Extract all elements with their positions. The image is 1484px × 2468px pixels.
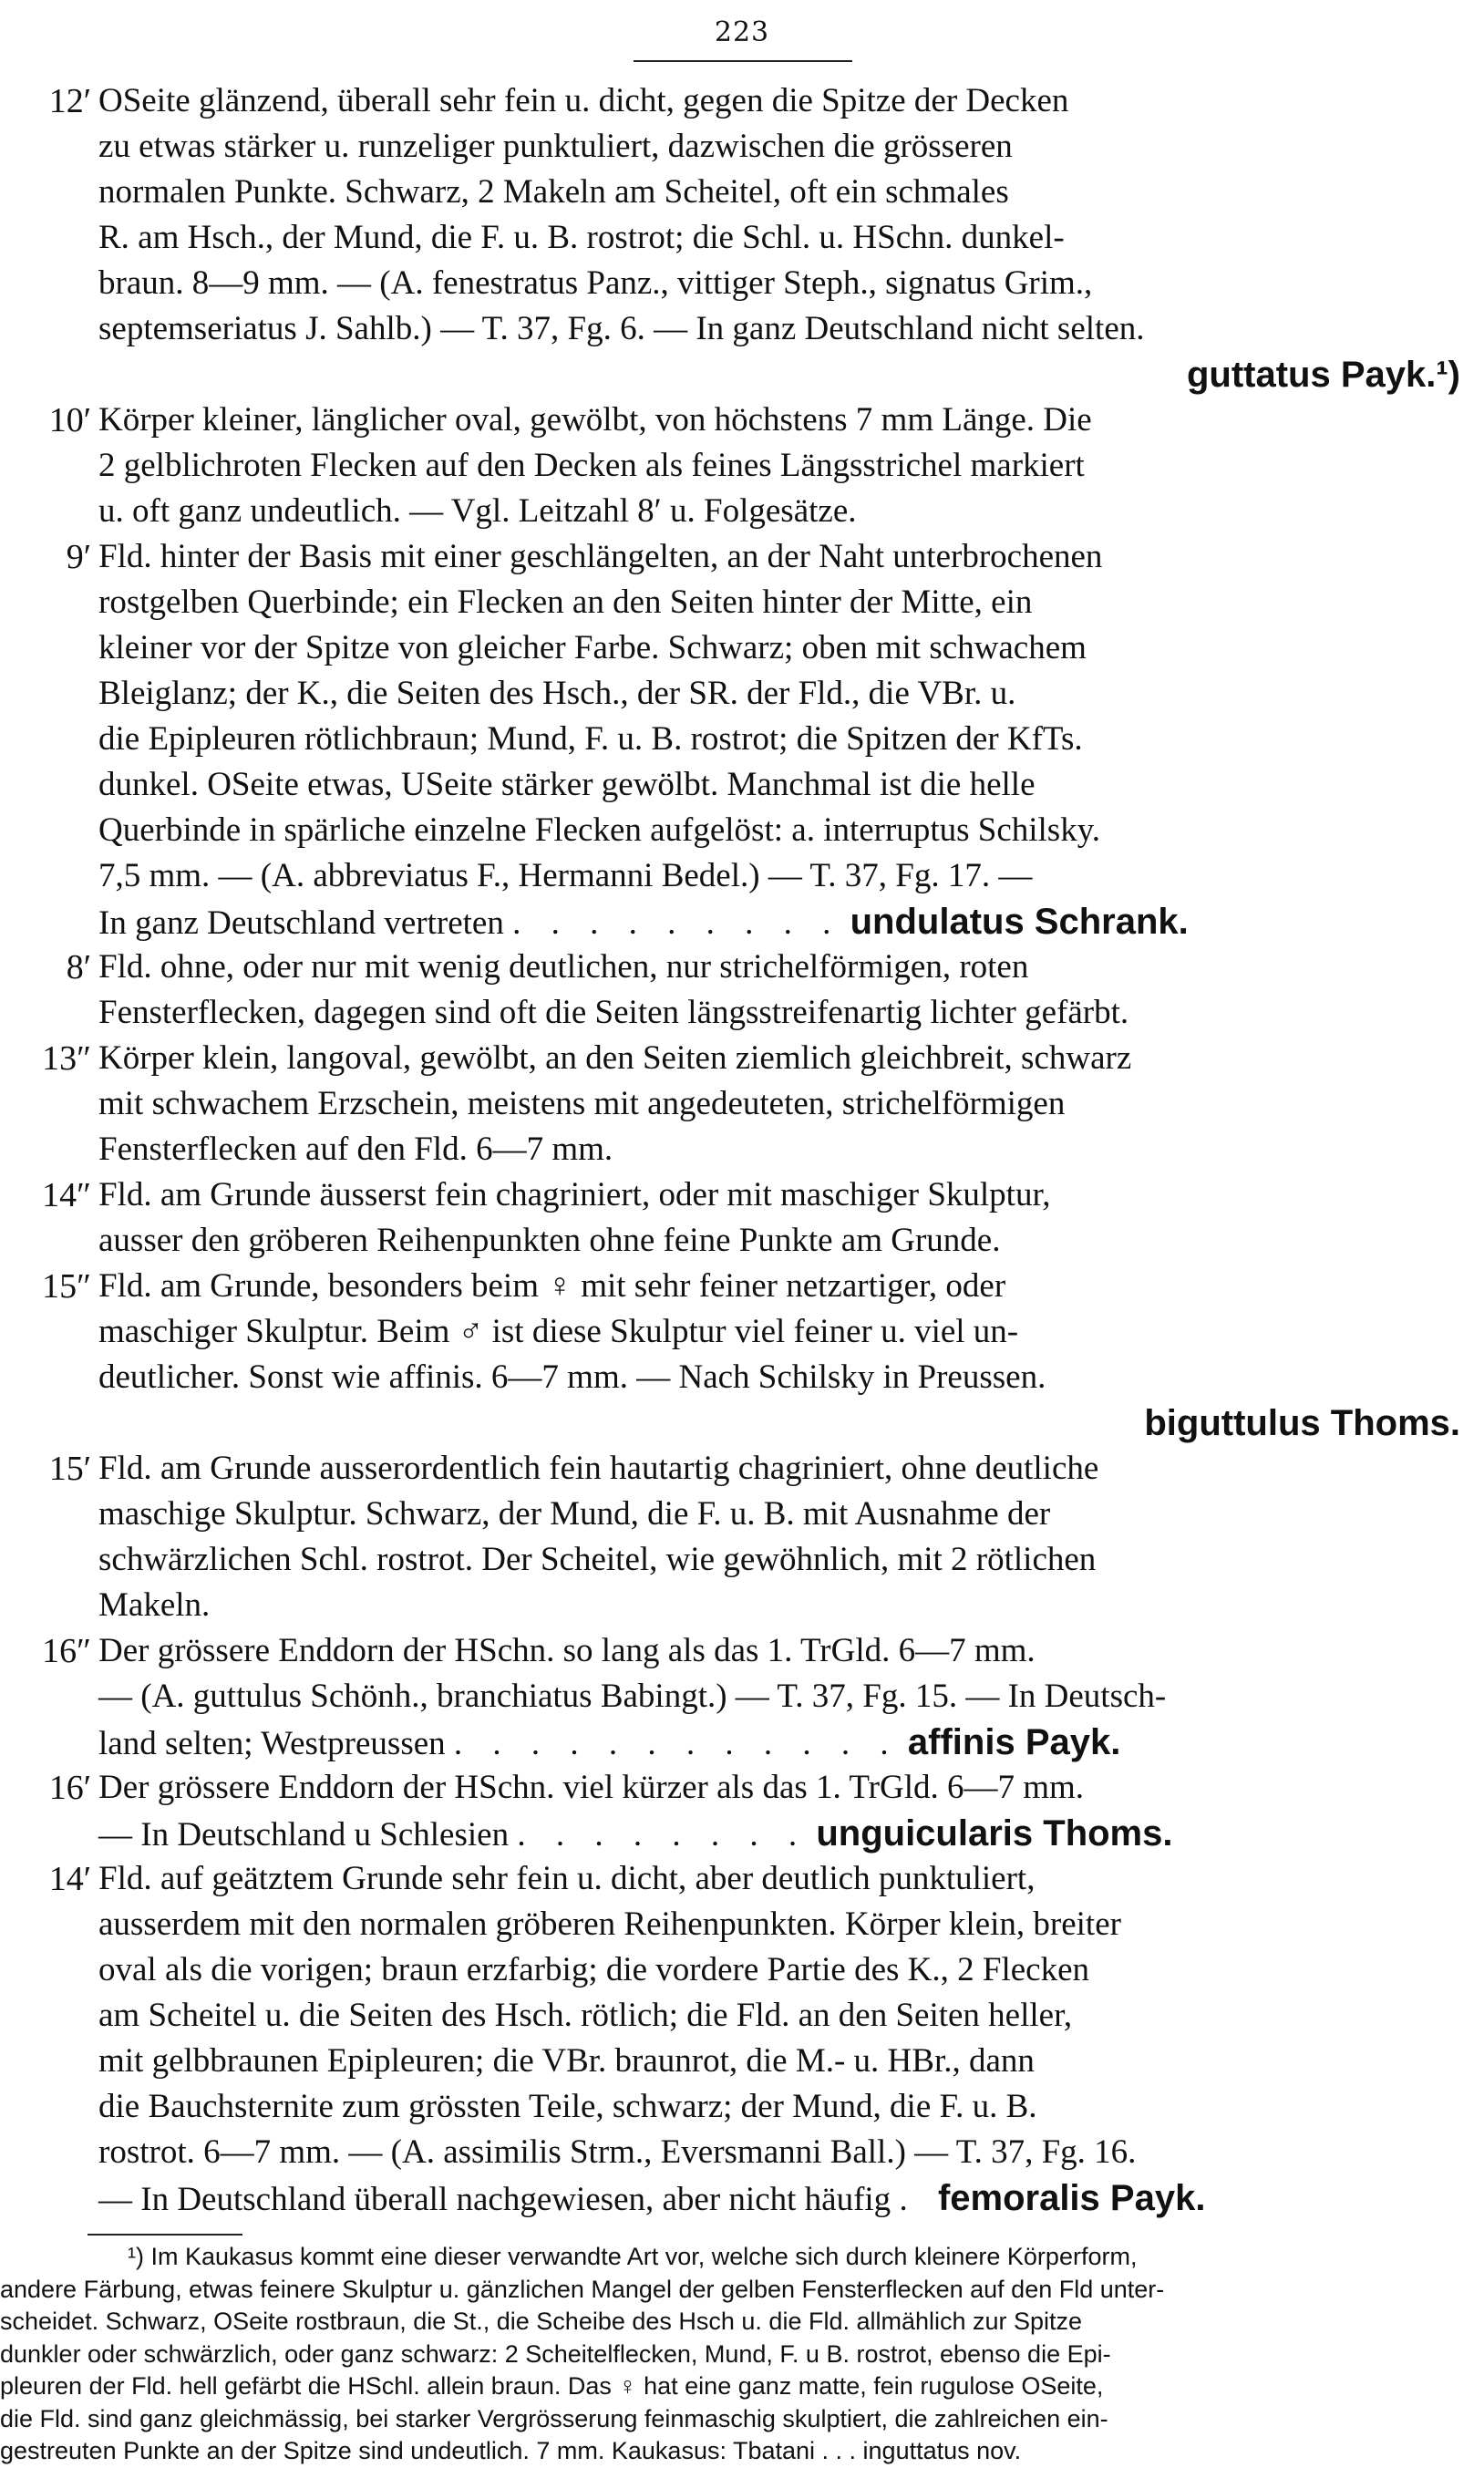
text-line: Fld. ohne, oder nur mit wenig deutlichen, nur strichelförmigen, roten — [98, 948, 1029, 986]
species-name: unguicularis Thoms. — [816, 1813, 1173, 1854]
header-rule — [634, 60, 852, 62]
text-line: normalen Punkte. Schwarz, 2 Makeln am Scheitel, oft ein schmales — [98, 173, 1009, 211]
entry-number: 8′ — [66, 948, 91, 986]
text-line: u. oft ganz undeutlich. — Vgl. Leitzahl 8′ u. Folgesätze. — [98, 492, 857, 530]
text-line: Querbinde in spärliche einzelne Flecken aufgelöst: a. interruptus Schilsky. — [98, 811, 1101, 849]
leader-dots: . . . . . . . . . — [512, 904, 842, 942]
species-line — [98, 1719, 1460, 1767]
text-line: zu etwas stärker u. runzeliger punktuliert, dazwischen die grösseren — [98, 128, 1013, 165]
leader-dots: . . . . . . . . . . . . — [453, 1725, 900, 1762]
text-line: mit schwachem Erzschein, meistens mit angedeuteten, strichelförmigen — [98, 1085, 1066, 1122]
entry-number: 16′ — [48, 1769, 91, 1807]
text-line: ausser den gröberen Reihenpunkten ohne feine Punkte am Grunde. — [98, 1222, 1001, 1259]
text-line: Fld. auf geätztem Grunde sehr fein u. dicht, aber deutlich punktuliert, — [98, 1860, 1036, 1897]
entry-number: 9′ — [66, 538, 91, 576]
locality-text: — In Deutschland überall nachgewiesen, aber nicht häufig — [98, 2181, 900, 2218]
footnote-line: ¹) Im Kaukasus kommt eine dieser verwandte Art vor, welche sich durch kleinere Körperform, — [128, 2243, 1138, 2270]
text-line: Fld. am Grunde ausserordentlich fein hautartig chagriniert, ohne deutliche — [98, 1450, 1099, 1487]
species-name: undulatus Schrank. — [850, 902, 1189, 942]
species-name: affinis Payk. — [907, 1722, 1121, 1762]
page-number: 223 — [714, 16, 770, 48]
text-line: 7,5 mm. — (A. abbreviatus F., Hermanni Bedel.) — T. 37, Fg. 17. — — [98, 857, 1033, 894]
entry-number: 16″ — [42, 1632, 91, 1670]
locality-text: In ganz Deutschland vertreten — [98, 904, 504, 942]
text-line: maschige Skulptur. Schwarz, der Mund, die F. u. B. mit Ausnahme der — [98, 1495, 1051, 1533]
entry-number: 15″ — [42, 1267, 91, 1306]
entry-text — [98, 1765, 1460, 1858]
text-line: maschiger Skulptur. Beim ♂ ist diese Skulptur viel feiner u. viel un- — [98, 1313, 1019, 1350]
leader-dots: . — [899, 2181, 938, 2218]
entry-text — [98, 1446, 1460, 1628]
species-line — [98, 352, 1460, 399]
footnote-line: dunkler oder schwärzlich, oder ganz schwarz: 2 Scheitelflecken, Mund, F. u B. rostrot, ebenso die Epi- — [0, 2339, 1111, 2368]
text-line: Fld. hinter der Basis mit einer geschlängelten, an der Naht unterbrochenen — [98, 538, 1103, 575]
text-line: ausserdem mit den normalen gröberen Reihenpunkten. Körper klein, breiter — [98, 1905, 1121, 1943]
footnote-line: scheidet. Schwarz, OSeite rostbraun, die St., die Scheibe des Hsch u. die Fld. allmählich zur Spitze — [0, 2308, 1083, 2335]
footnote-rule — [88, 2234, 242, 2236]
text-line: am Scheitel u. die Seiten des Hsch. rötlich; die Fld. an den Seiten heller, — [98, 1997, 1073, 2034]
entry-number: 12′ — [48, 82, 91, 120]
leader-dots: . . . . . . . . — [517, 1816, 809, 1854]
text-line: Der grössere Enddorn der HSchn. so lang als das 1. TrGld. 6—7 mm. — [98, 1632, 1036, 1669]
footnote-line: andere Färbung, etwas feinere Skulptur u. gänzlichen Mangel der gelben Fensterflecken auf den Fld unter- — [0, 2275, 1165, 2303]
entry-text — [98, 1856, 1460, 2223]
entry-text — [98, 78, 1460, 399]
text-line: rostrot. 6—7 mm. — (A. assimilis Strm., Eversmanni Ball.) — T. 37, Fg. 16. — [98, 2133, 1137, 2171]
text-line: Bleiglanz; der K., die Seiten des Hsch., der SR. der Fld., die VBr. u. — [98, 675, 1016, 712]
text-line: dunkel. OSeite etwas, USeite stärker gewölbt. Manchmal ist die helle — [98, 766, 1036, 803]
text-line: braun. 8—9 mm. — (A. fenestratus Panz., vittiger Steph., signatus Grim., — [98, 264, 1093, 302]
species-line — [98, 1811, 1460, 1858]
entry-text — [98, 1172, 1460, 1264]
entry-number: 15′ — [48, 1450, 91, 1488]
text-line: Fensterflecken auf den Fld. 6—7 mm. — [98, 1131, 613, 1168]
species-name: guttatus Payk.¹) — [1186, 355, 1460, 395]
footnote-line: gestreuten Punkte an der Spitze sind undeutlich. 7 mm. Kaukasus: Tbatani . . . inguttatus nov. — [0, 2437, 1022, 2464]
text-line: kleiner vor der Spitze von gleicher Farbe. Schwarz; oben mit schwachem — [98, 629, 1087, 666]
species-line — [98, 1400, 1460, 1448]
entry-text — [98, 398, 1460, 534]
entry-text — [98, 1036, 1460, 1172]
text-line: — (A. guttulus Schönh., branchiatus Babingt.) — T. 37, Fg. 15. — In Deutsch- — [98, 1678, 1167, 1715]
text-line: deutlicher. Sonst wie affinis. 6—7 mm. — Nach Schilsky in Preussen. — [98, 1358, 1046, 1396]
text-line: Der grössere Enddorn der HSchn. viel kürzer als das 1. TrGld. 6—7 mm. — [98, 1769, 1085, 1806]
species-line — [98, 899, 1460, 946]
text-line: Körper kleiner, länglicher oval, gewölbt, von höchstens 7 mm Länge. Die — [98, 401, 1092, 439]
entry-number: 13″ — [42, 1039, 91, 1078]
footnote-line: pleuren der Fld. hell gefärbt die HSchl. allein braun. Das ♀ hat eine ganz matte, fein rugulose OSeite, — [0, 2372, 1104, 2400]
text-line: mit gelbbraunen Epipleuren; die VBr. braunrot, die M.- u. HBr., dann — [98, 2042, 1035, 2080]
footnote — [0, 2241, 1468, 2468]
text-line: 2 gelblichroten Flecken auf den Decken als feines Längsstrichel markiert — [98, 447, 1085, 484]
text-line: Fensterflecken, dagegen sind oft die Seiten längsstreifenartig lichter gefärbt. — [98, 994, 1129, 1031]
text-line: rostgelben Querbinde; ein Flecken an den Seiten hinter der Mitte, ein — [98, 583, 1033, 621]
entry-text — [98, 945, 1460, 1036]
text-line: OSeite glänzend, überall sehr fein u. dicht, gegen die Spitze der Decken — [98, 82, 1069, 119]
entry-text — [98, 1264, 1460, 1448]
text-line: Makeln. — [98, 1586, 211, 1624]
locality-text: — In Deutschland u Schlesien — [98, 1816, 510, 1854]
footnote-line: die Fld. sind ganz gleichmässig, bei starker Vergrösserung feinmaschig skulptiert, die zahlreichen ein- — [0, 2404, 1108, 2432]
species-name: femoralis Payk. — [937, 2178, 1206, 2218]
entry-text — [98, 534, 1460, 946]
species-name: biguttulus Thoms. — [1144, 1403, 1460, 1443]
text-line: oval als die vorigen; braun erzfarbig; die vordere Partie des K., 2 Flecken — [98, 1951, 1090, 1988]
text-line: R. am Hsch., der Mund, die F. u. B. rostrot; die Schl. u. HSchn. dunkel- — [98, 219, 1065, 256]
text-line: Fld. am Grunde äusserst fein chagriniert, oder mit maschiger Skulptur, — [98, 1176, 1051, 1213]
species-line — [98, 2175, 1460, 2223]
text-line: die Bauchsternite zum grössten Teile, schwarz; der Mund, die F. u. B. — [98, 2088, 1037, 2125]
locality-text: land selten; Westpreussen — [98, 1725, 446, 1762]
entry-number: 14″ — [42, 1176, 91, 1214]
entry-number: 14′ — [48, 1860, 91, 1898]
entry-number: 10′ — [48, 401, 91, 439]
text-line: septemseriatus J. Sahlb.) — T. 37, Fg. 6. — In ganz Deutschland nicht selten. — [98, 310, 1145, 347]
entry-text — [98, 1628, 1460, 1767]
text-line: schwärzlichen Schl. rostrot. Der Scheitel, wie gewöhnlich, mit 2 rötlichen — [98, 1541, 1097, 1578]
text-line: Fld. am Grunde, besonders beim ♀ mit sehr feiner netzartiger, oder — [98, 1267, 1006, 1305]
text-line: Körper klein, langoval, gewölbt, an den Seiten ziemlich gleichbreit, schwarz — [98, 1039, 1132, 1077]
text-line: die Epipleuren rötlichbraun; Mund, F. u. B. rostrot; die Spitzen der KfTs. — [98, 720, 1083, 758]
